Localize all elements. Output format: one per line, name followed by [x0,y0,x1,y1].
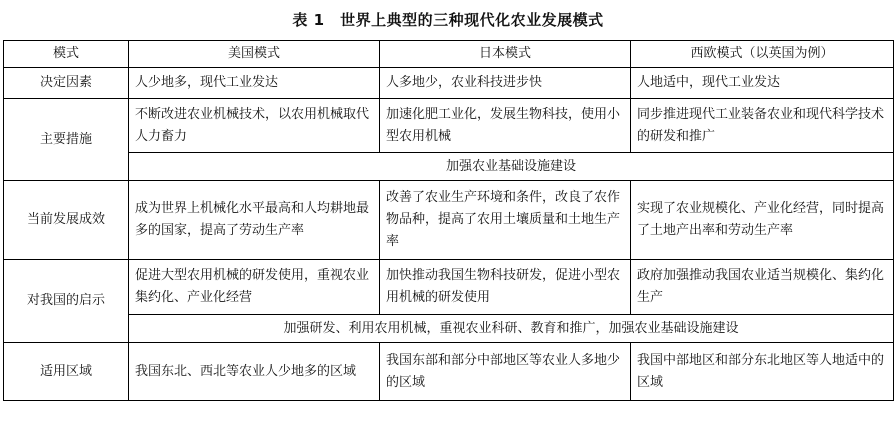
header-eu: 西欧模式（以英国为例） [631,41,894,68]
cell-inspiration-jp: 加快推动我国生物科技研发，促进小型农用机械的研发使用 [380,260,631,315]
table-caption: 表 1 世界上典型的三种现代化农业发展模式 [292,11,604,29]
header-row [4,41,894,68]
cell-decisive-jp: 人多地少，农业科技进步快 [380,68,631,99]
row-measures [4,99,894,153]
row-label-results: 当前发展成效 [4,181,129,260]
row-measures-shared [4,153,894,181]
row-label-region: 适用区域 [4,343,129,401]
cell-results-jp: 改善了农业生产环境和条件，改良了农作物品种，提高了农用土壤质量和土地生产率 [380,181,631,260]
header-mode: 模式 [4,41,129,68]
cell-decisive-eu: 人地适中，现代工业发达 [631,68,894,99]
row-decisive [4,68,894,99]
cell-region-eu: 我国中部地区和部分东北地区等人地适中的区域 [631,343,894,401]
cell-inspiration-eu: 政府加强推动我国农业适当规模化、集约化生产 [631,260,894,315]
cell-decisive-us: 人少地多，现代工业发达 [129,68,380,99]
cell-results-eu: 实现了农业规模化、产业化经营，同时提高了土地产出率和劳动生产率 [631,181,894,260]
row-label-decisive: 决定因素 [4,68,129,99]
row-inspiration-shared [4,315,894,343]
cell-measures-shared: 加强农业基础设施建设 [129,153,894,181]
agriculture-models-table [3,40,894,401]
cell-region-us: 我国东北、西北等农业人少地多的区域 [129,343,380,401]
cell-results-us: 成为世界上机械化水平最高和人均耕地最多的国家，提高了劳动生产率 [129,181,380,260]
cell-inspiration-us: 促进大型农用机械的研发使用，重视农业集约化、产业化经营 [129,260,380,315]
cell-region-jp: 我国东部和部分中部地区等农业人多地少的区域 [380,343,631,401]
cell-measures-us: 不断改进农业机械技术，以农用机械取代人力畜力 [129,99,380,153]
row-results [4,181,894,260]
cell-measures-jp: 加速化肥工业化，发展生物科技，使用小型农用机械 [380,99,631,153]
cell-measures-eu: 同步推进现代工业装备农业和现代科学技术的研发和推广 [631,99,894,153]
header-jp: 日本模式 [380,41,631,68]
row-inspiration [4,260,894,315]
header-us: 美国模式 [129,41,380,68]
row-label-inspiration: 对我国的启示 [4,260,129,343]
row-label-measures: 主要措施 [4,99,129,181]
row-region [4,343,894,401]
cell-inspiration-shared: 加强研发、利用农用机械，重视农业科研、教育和推广，加强农业基础设施建设 [129,315,894,343]
